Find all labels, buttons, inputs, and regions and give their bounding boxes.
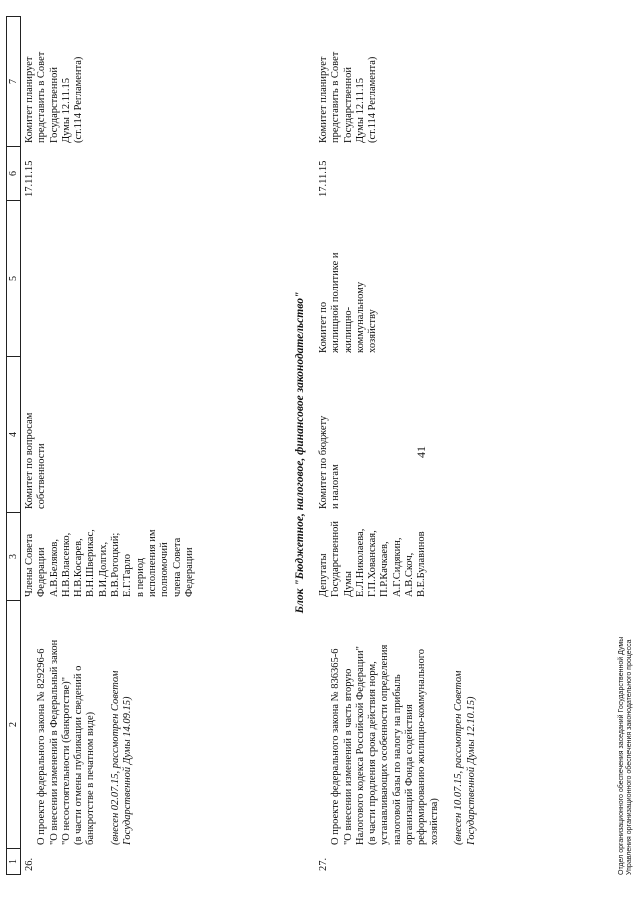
- bill-authors: Депутаты Государственной Думы Е.Л.Николаева, Г.П.Хованская, П.Р.Качкаев, А.Г.Сидякин, А.В.Скоч, В.Е.Булавинов: [318, 521, 428, 597]
- bill-title: О проекте федерального закона № 836365-6 "О внесении изменений в часть вторую Налогового кодекса Российской Федерации" (в части продления срока действия норм, устанавливающих особенности определения налоговой базы по налогу на прибыль организаций Фонда содействия реформированию жилищно-коммунального хозяйства): [330, 644, 440, 845]
- column-header-4: 4: [7, 357, 21, 513]
- footer-line-2: Управления организационного обеспечения законодательного процесса: [626, 639, 633, 875]
- column-header-6: 6: [7, 147, 21, 201]
- responsible-committee: Комитет по бюджету и налогам: [318, 415, 342, 509]
- responsible-committee: Комитет по вопросам собственности: [24, 412, 48, 509]
- bill-title: О проекте федерального закона № 829296-6 "О внесении изменений в Федеральный закон "О несостоятельности (банкротстве)" (в части отмены публикации сведений о банкротстве в печатном виде): [36, 639, 97, 845]
- column-header-1: 1: [7, 849, 21, 875]
- table-row: [24, 17, 284, 875]
- column-header-5: 5: [7, 201, 21, 357]
- status-cell: Комитет планирует представить в Совет Государственной Думы 12.11.15 (ст.114 Регламента): [24, 51, 85, 143]
- bill-note: (внесен 10.07.15, рассмотрен Советом Государственной Думы 12.10.15): [453, 670, 477, 845]
- column-header-7: 7: [7, 17, 21, 147]
- column-header-2: 2: [7, 601, 21, 849]
- status-cell: Комитет планирует представить в Совет Государственной Думы 12.11.15 (ст.114 Регламента): [318, 51, 379, 143]
- date-cell: 17.11.15: [24, 160, 35, 197]
- bill-title-cell: [318, 599, 478, 845]
- block-title: Блок "Бюджетное, налоговое, финансовое законодательство": [294, 291, 306, 614]
- column-number-header: [6, 16, 21, 875]
- table-row: [318, 17, 498, 875]
- page-footer: [618, 637, 634, 875]
- bill-authors: Члены Совета Федерации А.В.Беляков, Н.В.Власенко, Н.В.Косарев, В.Н.Шверикас, В.И.Долгих, В.В.Рогоцкий; Е.Г.Тарло в период исполнения им полномочий члена Совета Федерации: [24, 529, 195, 597]
- co-executor-committee: Комитет по жилищной политике и жилищно- коммунальному хозяйству: [318, 252, 379, 353]
- bill-note: (внесен 02.07.15, рассмотрен Советом Государственной Думы 14.09.15): [110, 670, 134, 845]
- row-number: 26.: [24, 857, 35, 871]
- row-number: 27.: [318, 857, 329, 871]
- date-cell: 17.11.15: [318, 160, 329, 197]
- footer-line-1: Отдел организационного обеспечения заседаний Государственной Думы: [618, 636, 625, 875]
- page-number: 41: [414, 446, 428, 458]
- bill-title-cell: [24, 599, 135, 845]
- column-header-3: 3: [7, 513, 21, 601]
